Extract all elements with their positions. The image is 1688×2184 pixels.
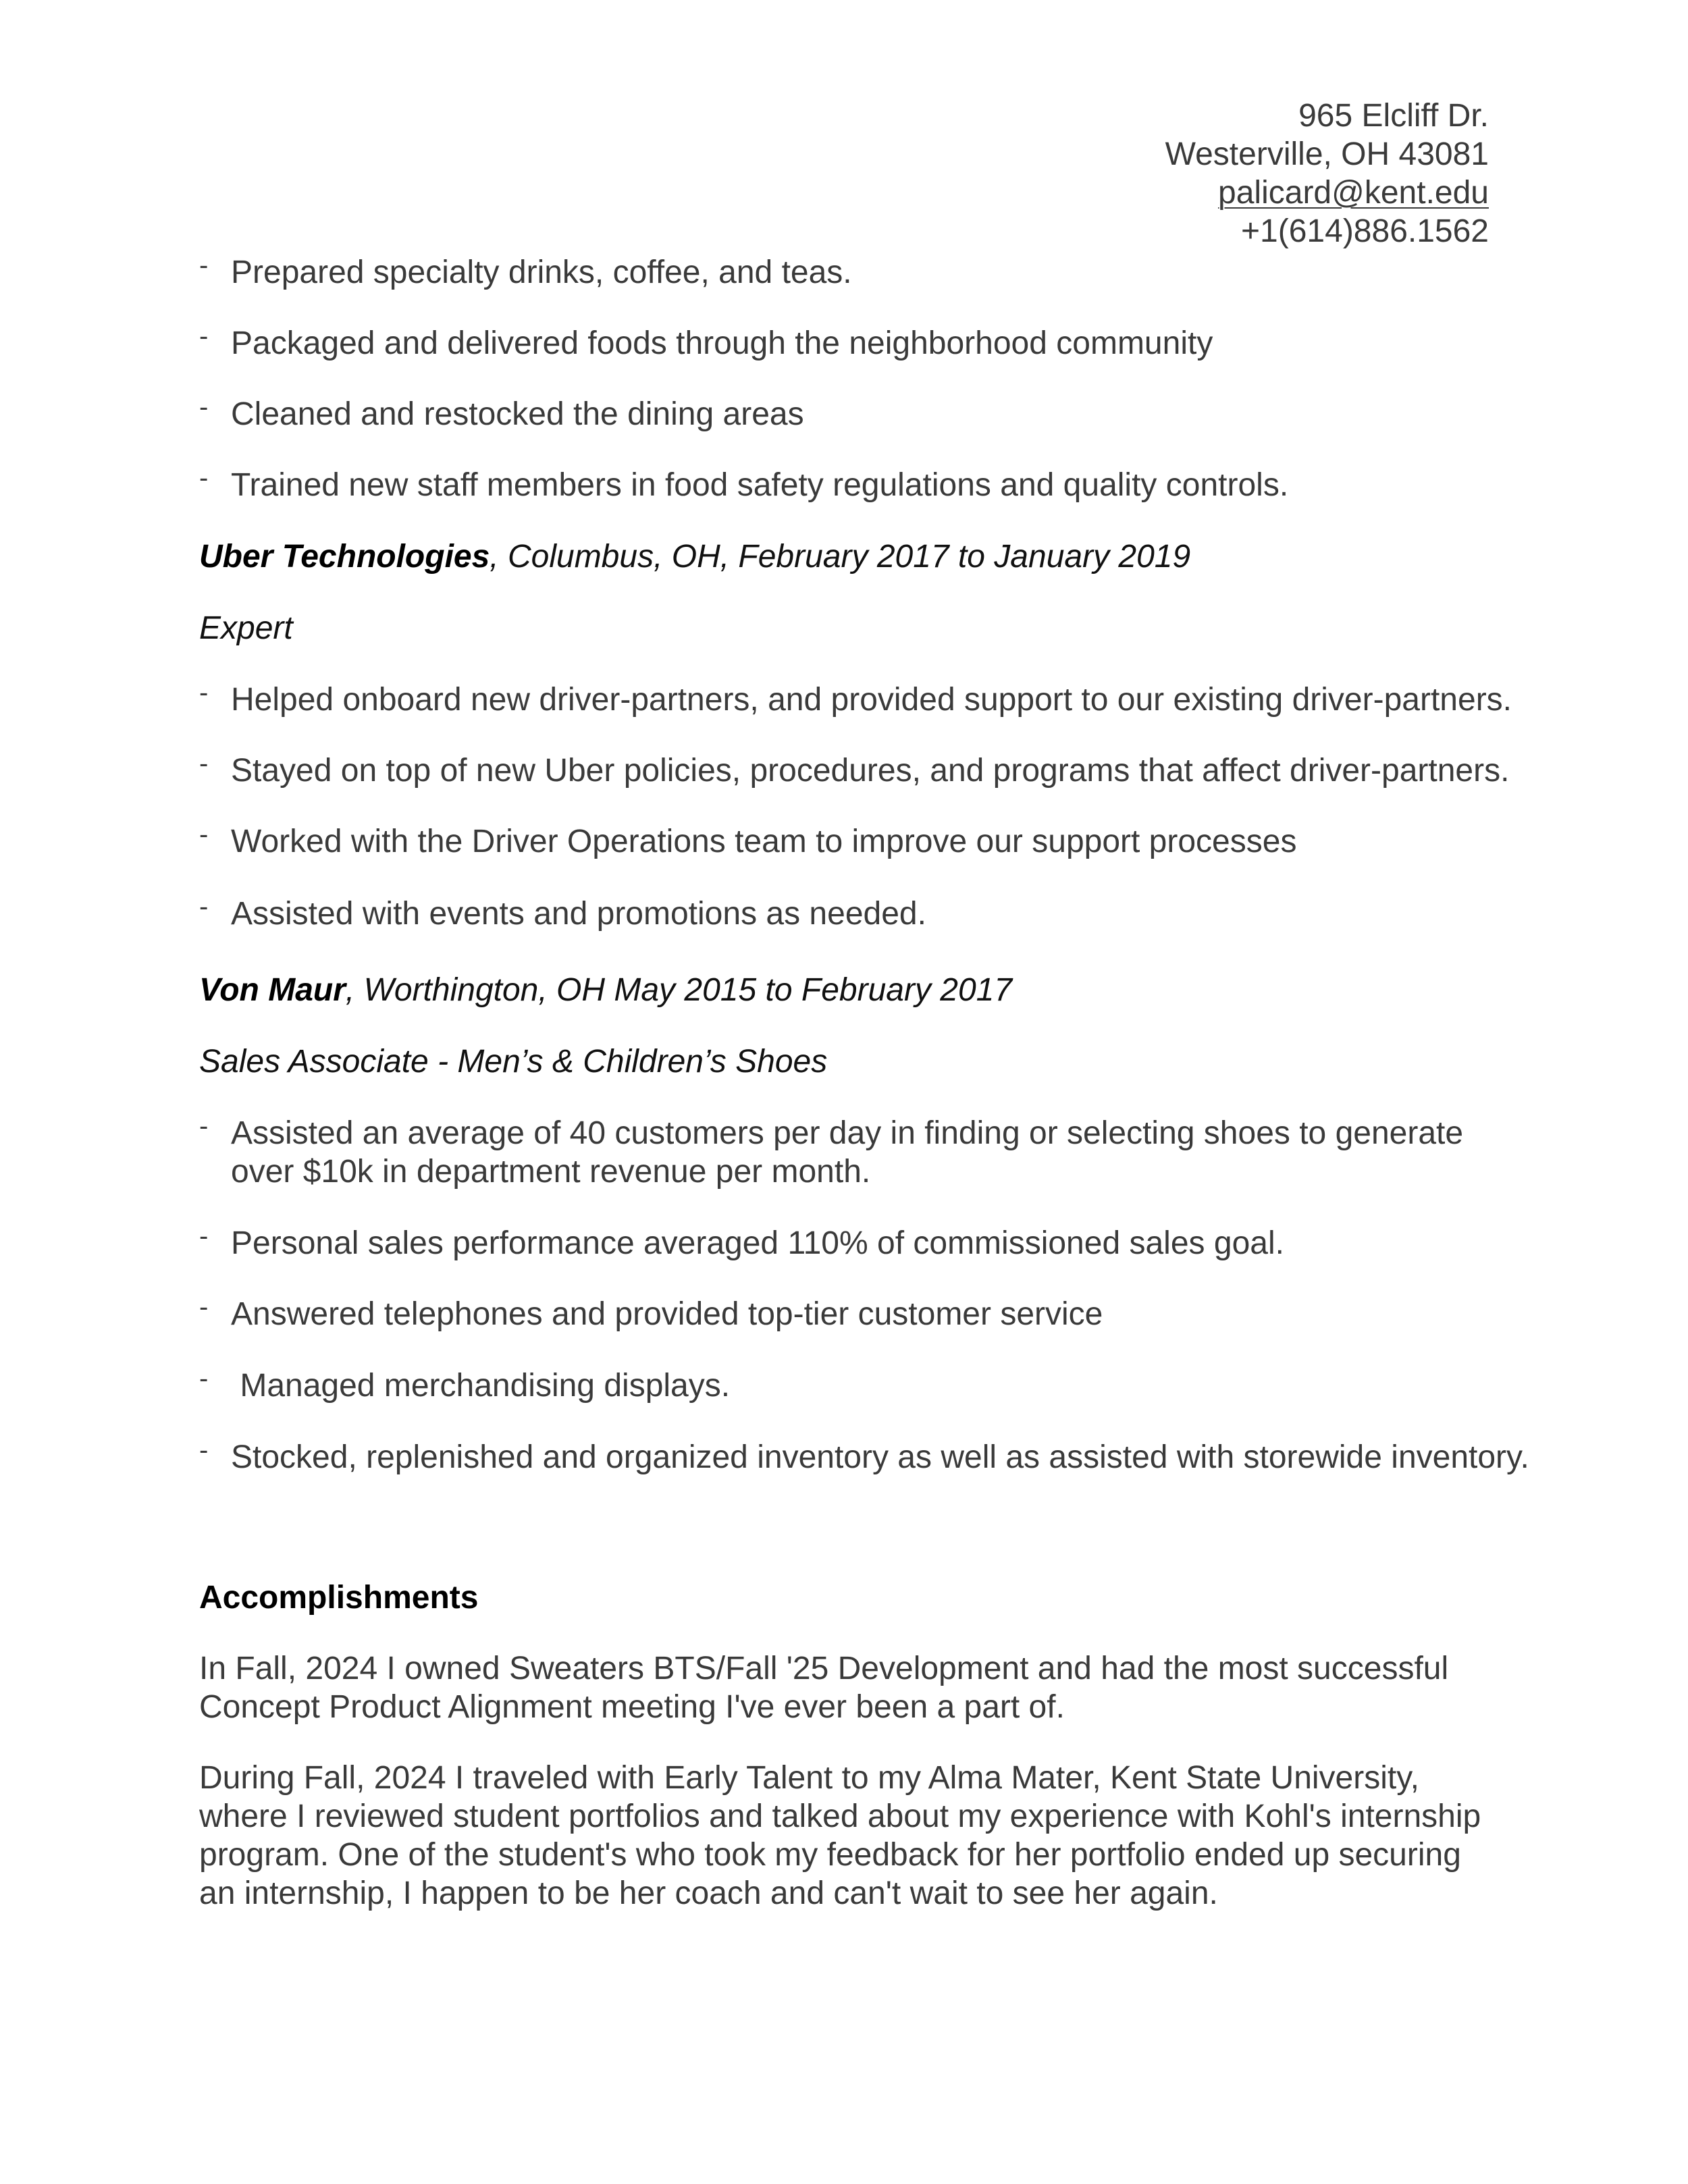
bullet-text: Cleaned and restocked the dining areas [231,396,804,432]
address-line-2: Westerville, OH 43081 [1165,136,1489,172]
bullet-text: Assisted with events and promotions as needed. [231,896,926,932]
accomplishment-paragraph: During Fall, 2024 I traveled with Early Talent to my Alma Mater, Kent State University, where I reviewed student portfolios and talked about my experience with Kohl's internship program. One of the student's who took my feedback for her portfolio ended up securing an internship, I happen to be her coach and can't wait to see her again. [199,1760,1481,1911]
bullet-marker: - [199,1435,209,1465]
bullet-text: Managed merchandising displays. [231,1368,731,1404]
job-role: Expert [199,610,293,646]
bullet-marker: - [199,321,209,351]
bullet-marker: - [199,749,209,778]
bullet-marker: - [199,820,209,849]
bullet-marker: - [199,1292,209,1322]
bullet-marker: - [199,1364,209,1393]
company-name: Von Maur [199,972,346,1008]
job-heading-uber [199,537,1190,576]
bullet-marker: - [199,1111,209,1141]
bullet-marker: - [199,1221,209,1251]
company-name: Uber Technologies [199,539,490,575]
address-line-1: 965 Elcliff Dr. [1298,98,1489,134]
bullet-marker: - [199,250,209,280]
accomplishment-paragraph: In Fall, 2024 I owned Sweaters BTS/Fall '25 Development and had the most successful Concept Product Alignment meeting I've ever been a part of. [199,1651,1449,1725]
bullet-text: Trained new staff members in food safety regulations and quality controls. [231,467,1289,503]
job-details: , Worthington, OH May 2015 to February 2017 [345,972,1013,1008]
bullet-text: Stocked, replenished and organized inventory as well as assisted with storewide inventory. [231,1439,1529,1475]
bullet-text: Stayed on top of new Uber policies, procedures, and programs that affect driver-partners. [231,753,1510,789]
phone-number: +1(614)886.1562 [1241,213,1489,249]
bullet-text: Personal sales performance averaged 110% of commissioned sales goal. [231,1225,1284,1261]
bullet-marker: - [199,892,209,922]
bullet-text: Prepared specialty drinks, coffee, and teas. [231,255,852,290]
bullet-text: Worked with the Driver Operations team to improve our support processes [231,824,1297,859]
bullet-marker: - [199,463,209,493]
bullet-text: Answered telephones and provided top-tier customer service [231,1296,1103,1332]
accomplishments-heading: Accomplishments [199,1580,479,1616]
bullet-text: Packaged and delivered foods through the neighborhood community [231,325,1213,361]
bullet-text: Assisted an average of 40 customers per day in finding or selecting shoes to generate over $10k in department revenue per month. [231,1115,1464,1190]
job-details: , Columbus, OH, February 2017 to January 2019 [490,539,1191,575]
bullet-marker: - [199,678,209,708]
bullet-text: Helped onboard new driver-partners, and provided support to our existing driver-partners. [231,682,1512,718]
job-heading-vonmaur [199,971,1012,1009]
bullet-marker: - [199,392,209,422]
contact-block [1165,97,1489,250]
email-link[interactable]: palicard@kent.edu [1218,175,1489,211]
job-role: Sales Associate - Men’s & Children’s Shoes [199,1044,828,1080]
